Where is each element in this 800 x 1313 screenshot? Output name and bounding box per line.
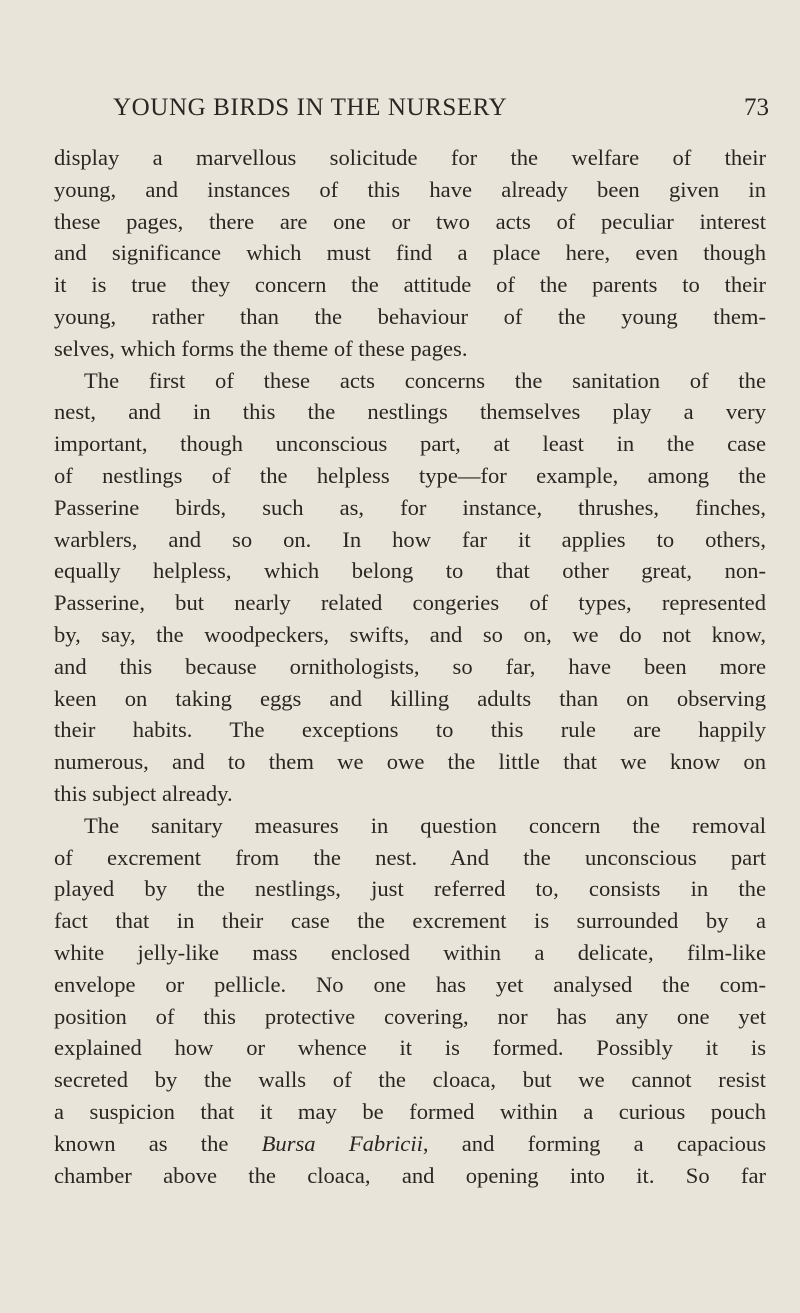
text-line: fact that in their case the excrement is surrounded by a [54, 908, 766, 934]
text-line-with-italic [54, 1128, 766, 1160]
text-line: keen on taking eggs and killing adults than on observing [54, 685, 766, 711]
text-line: by, say, the woodpeckers, swifts, and so on, we do not know, [54, 621, 766, 647]
text-line: warblers, and so on. In how far it applies to others, [54, 526, 766, 552]
text-line: secreted by the walls of the cloaca, but we cannot resist [54, 1067, 766, 1093]
text-fragment: known as the [54, 1130, 262, 1156]
text-fragment: , and forming a capacious [422, 1130, 766, 1156]
text-line: white jelly-like mass enclosed within a delicate, film-like [54, 939, 766, 965]
text-line: numerous, and to them we owe the little that we know on [54, 749, 766, 775]
text-line: their habits. The exceptions to this rule are happily [54, 717, 766, 743]
page-header [113, 88, 769, 128]
text-line: equally helpless, which belong to that other great, non- [54, 558, 766, 584]
text-line: Passerine, but nearly related congeries of types, represented [54, 590, 766, 616]
text-line: young, and instances of this have already been given in [54, 176, 766, 202]
text-line: selves, which forms the theme of these pages. [54, 335, 468, 361]
text-line: this subject already. [54, 780, 233, 806]
text-line: important, though unconscious part, at least in the case [54, 431, 766, 457]
text-line: display a marvellous solicitude for the welfare of their [54, 145, 766, 170]
text-line: envelope or pellicle. No one has yet analysed the com- [54, 971, 766, 997]
text-line: The sanitary measures in question concern the removal [84, 812, 766, 838]
text-line: nest, and in this the nestlings themselves play a very [54, 399, 766, 425]
text-line: a suspicion that it may be formed within a curious pouch [54, 1098, 766, 1124]
text-line: position of this protective covering, nor has any one yet [54, 1003, 766, 1029]
text-line: of nestlings of the helpless type—for example, among the [54, 462, 766, 488]
text-line: played by the nestlings, just referred to, consists in the [54, 876, 766, 902]
text-line: The first of these acts concerns the sanitation of the [84, 367, 766, 393]
text-line: and significance which must find a place here, even though [54, 240, 766, 266]
text-line: young, rather than the behaviour of the young them- [54, 303, 766, 329]
text-line: these pages, there are one or two acts of peculiar interest [54, 208, 766, 234]
italic-term: Bursa Fabricii [261, 1130, 423, 1156]
text-line: and this because ornithologists, so far, have been more [54, 653, 766, 679]
running-head: YOUNG BIRDS IN THE NURSERY [113, 94, 508, 121]
body-text [54, 142, 766, 1191]
text-line: Passerine birds, such as, for instance, thrushes, finches, [54, 494, 766, 520]
text-line: explained how or whence it is formed. Possibly it is [54, 1035, 766, 1061]
page-number: 73 [744, 94, 769, 121]
text-line: chamber above the cloaca, and opening into it. So far [54, 1162, 766, 1188]
text-line: it is true they concern the attitude of the parents to their [54, 272, 766, 298]
text-line: of excrement from the nest. And the unconscious part [54, 844, 766, 870]
